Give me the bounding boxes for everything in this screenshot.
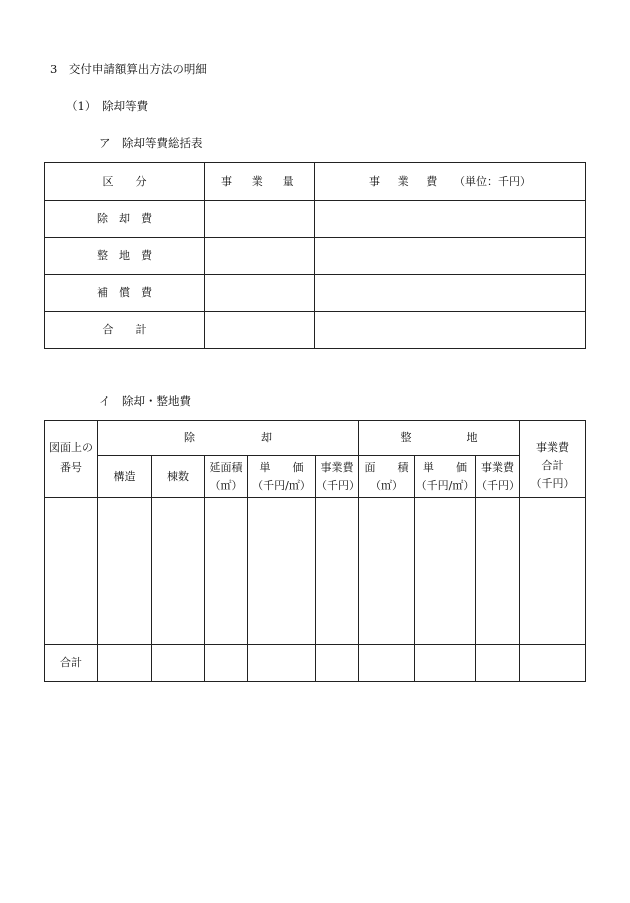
table-row (45, 275, 586, 312)
summary-header-row (45, 163, 586, 201)
header-kubun: 区 分 (45, 163, 205, 201)
cell-empty (476, 498, 520, 645)
cell-empty (45, 498, 98, 645)
cell-empty (520, 498, 586, 645)
cell-empty (205, 645, 248, 682)
detail-header-row-2 (45, 456, 586, 498)
header-total-cost-line2: 合計 (541, 458, 564, 472)
header-leveling-unit-price (415, 456, 476, 498)
header-map-number (45, 421, 98, 498)
cell-empty (415, 645, 476, 682)
detail-body-row (45, 498, 586, 645)
header-map-number-line2: 番号 (60, 460, 82, 474)
detail-table-title: イ 除却・整地費 (99, 394, 191, 408)
row-label-demolition: 除 却 費 (45, 201, 205, 238)
cell-cost (315, 275, 586, 312)
header-cost-label: 事 業 費 (369, 174, 441, 188)
header-unit-price-line1: 単 価 (259, 460, 304, 474)
cell-empty (152, 645, 205, 682)
cell-empty (316, 645, 359, 682)
header-project-cost (316, 456, 359, 498)
header-unit-price (248, 456, 316, 498)
total-row-label: 合計 (45, 645, 98, 682)
header-floor-area (205, 456, 248, 498)
cell-empty (248, 645, 316, 682)
header-unit-label: （単位：千円） (454, 174, 531, 188)
header-area-line1: 面 積 (364, 460, 409, 474)
header-project-cost-line1: 事業費 (320, 460, 354, 474)
cell-empty (316, 498, 359, 645)
section-heading: 3 交付申請額算出方法の明細 (50, 62, 207, 76)
header-unit-price-line2: （千円/㎡） (252, 478, 311, 492)
cell-empty (476, 645, 520, 682)
table-row (45, 201, 586, 238)
header-area (359, 456, 415, 498)
header-structure: 構造 (98, 456, 152, 498)
detail-table (44, 420, 586, 682)
header-leveling-project-cost (476, 456, 520, 498)
header-total-cost-line1: 事業費 (536, 441, 570, 454)
detail-total-row (45, 645, 586, 682)
cell-empty (520, 645, 586, 682)
header-project-cost-line2: （千円） (316, 478, 360, 492)
cell-cost (315, 238, 586, 275)
summary-table-title: ア 除却等費総括表 (99, 136, 203, 150)
cell-empty (359, 645, 415, 682)
table-row (45, 312, 586, 349)
table-row (45, 238, 586, 275)
cell-quantity (205, 312, 315, 349)
header-leveling-project-cost-line2: （千円） (476, 478, 521, 492)
cell-empty (248, 498, 316, 645)
cell-empty (415, 498, 476, 645)
header-quantity: 事 業 量 (205, 163, 315, 201)
detail-header-row-1 (45, 421, 586, 456)
header-total-cost (520, 421, 586, 498)
header-floor-area-line1: 延面積 (209, 460, 243, 474)
cell-quantity (205, 238, 315, 275)
header-leveling: 整 地 (359, 421, 520, 456)
header-map-number-line1: 図面上の (49, 441, 93, 454)
header-total-cost-line3: （千円） (530, 476, 575, 490)
subsection-heading: （1） 除却等費 (66, 99, 149, 113)
header-leveling-project-cost-line1: 事業費 (481, 460, 515, 474)
header-demolition: 除 却 (98, 421, 359, 456)
header-floor-area-line2: （㎡） (209, 478, 243, 492)
header-building-count: 棟数 (152, 456, 205, 498)
row-label-compensation: 補 償 費 (45, 275, 205, 312)
cell-cost (315, 312, 586, 349)
header-leveling-unit-price-line1: 単 価 (423, 460, 468, 474)
header-cost (315, 163, 586, 201)
header-area-line2: （㎡） (370, 478, 404, 492)
cell-empty (205, 498, 248, 645)
cell-empty (359, 498, 415, 645)
header-leveling-unit-price-line2: （千円/㎡） (415, 478, 475, 492)
cell-empty (98, 498, 152, 645)
cell-empty (98, 645, 152, 682)
cell-quantity (205, 275, 315, 312)
summary-table (44, 162, 586, 349)
cell-quantity (205, 201, 315, 238)
cell-cost (315, 201, 586, 238)
row-label-leveling: 整 地 費 (45, 238, 205, 275)
cell-empty (152, 498, 205, 645)
row-label-total: 合 計 (45, 312, 205, 349)
